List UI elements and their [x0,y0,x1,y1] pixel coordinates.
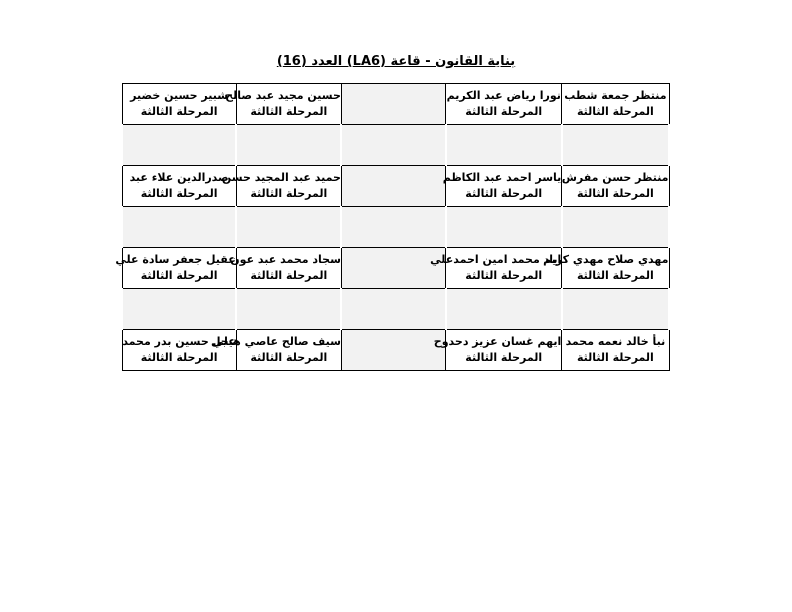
empty-row-cell [562,289,669,330]
stage-label: المرحلة الثالثة [465,105,543,118]
student-name: سيف صالح عاصي هيجل [210,335,341,348]
student-cell [122,84,236,125]
table-row-empty [122,125,669,166]
table-row [122,84,669,125]
empty-row-cell [122,125,236,166]
empty-row-cell [341,289,445,330]
stage-label: المرحلة الثالثة [576,187,654,200]
student-cell [562,84,669,125]
page-header [0,50,792,69]
empty-row-cell [122,289,236,330]
student-name: سجاد محمد عبد عون [230,253,341,266]
empty-row-cell [562,207,669,248]
table-row [122,166,669,207]
student-name: حميد عبد المجيد حسن [221,171,341,184]
student-cell [221,166,341,207]
empty-row-cell [122,207,236,248]
student-name: ايهم غسان عزيز دحدوح [433,335,562,348]
empty-row-cell [236,289,341,330]
table-row [122,248,669,289]
empty-row-cell [446,125,562,166]
stage-label: المرحلة الثالثة [140,351,218,364]
stage-label: المرحلة الثالثة [465,269,543,282]
student-cell [430,248,562,289]
stage-label: المرحلة الثالثة [576,269,654,282]
student-name: منتظر جمعة شطب [564,89,667,102]
stage-label: المرحلة الثالثة [576,351,654,364]
page-title: بناية القانون - قاعة (LA6) العدد (16) [276,54,516,69]
spacer-cell [341,166,445,207]
student-name: نورا رياض عبد الكريم [446,89,561,102]
student-name: شبير حسين خضير [130,89,229,102]
seating-table [115,83,670,371]
stage-label: المرحلة الثالثة [250,351,328,364]
student-name: حسين مجيد عبد صالح [225,89,341,102]
empty-row-cell [236,207,341,248]
stage-label: المرحلة الثالثة [250,269,328,282]
table-row [122,330,669,371]
empty-row-cell [562,125,669,166]
student-cell [433,330,562,371]
table-row-empty [122,289,669,330]
stage-label: المرحلة الثالثة [465,187,543,200]
student-cell [115,248,236,289]
stage-label: المرحلة الثالثة [140,269,218,282]
empty-row-cell [236,125,341,166]
student-cell [446,84,562,125]
empty-row-cell [446,289,562,330]
student-cell [562,330,669,371]
student-name: ياسر احمد عبد الكاظم [442,171,562,184]
student-name: علي حسين بدر محمد [122,335,236,348]
stage-label: المرحلة الثالثة [250,105,328,118]
stage-label: المرحلة الثالثة [140,187,218,200]
student-cell [562,166,669,207]
student-name: اياد محمد امين احمدعلي [430,253,562,266]
student-name: منتظر حسن مفرش [561,171,669,184]
table-row-empty [122,207,669,248]
empty-row-cell [446,207,562,248]
student-cell [122,166,236,207]
student-cell [543,248,669,289]
student-cell [442,166,562,207]
student-name: عقيل جعفر سادة علي [115,253,236,266]
spacer-cell [341,84,445,125]
student-name: مهدي صلاح مهدي كريم [543,253,669,266]
empty-row-cell [341,125,445,166]
student-cell [122,330,236,371]
stage-label: المرحلة الثالثة [465,351,543,364]
spacer-cell [341,330,445,371]
stage-label: المرحلة الثالثة [140,105,218,118]
student-cell [225,84,341,125]
student-name: صدرالدين علاء عبد [129,171,229,184]
student-cell [210,330,341,371]
empty-row-cell [341,207,445,248]
stage-label: المرحلة الثالثة [250,187,328,200]
student-name: نبأ خالد نعمه محمد [565,335,666,348]
stage-label: المرحلة الثالثة [576,105,654,118]
student-cell [230,248,341,289]
